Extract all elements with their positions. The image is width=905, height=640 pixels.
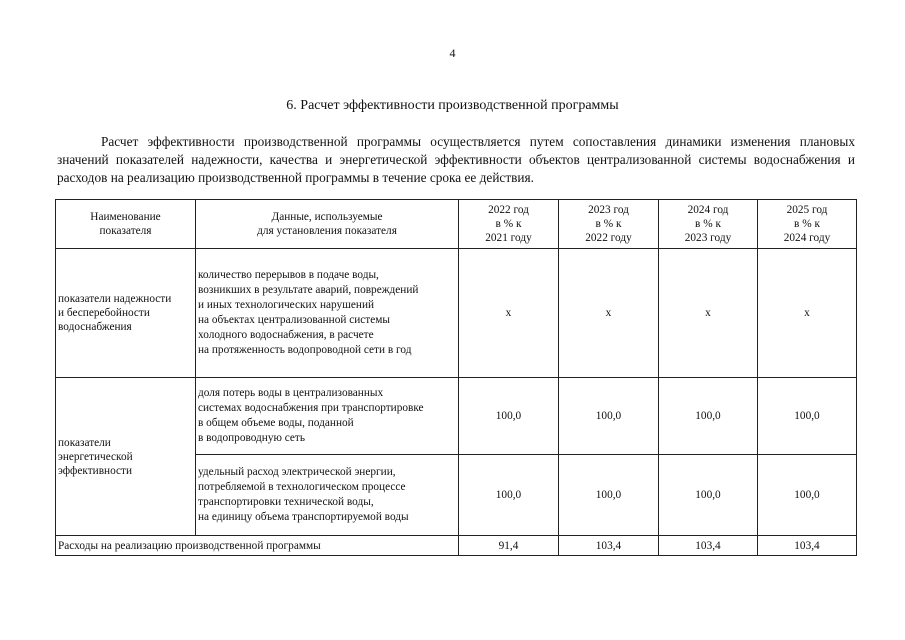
row-value: 100,0 bbox=[459, 455, 559, 536]
row-value: 100,0 bbox=[659, 378, 758, 455]
total-value: 91,4 bbox=[459, 536, 559, 556]
row-value: х bbox=[559, 249, 659, 378]
header-year-2025: 2025 год в % к 2024 году bbox=[758, 200, 857, 249]
row-value: 100,0 bbox=[559, 455, 659, 536]
group-name-energy: показатели энергетической эффективности bbox=[56, 378, 196, 536]
row-value: 100,0 bbox=[459, 378, 559, 455]
intro-paragraph: Расчет эффективности производственной программы осуществляется путем сопоставления динамики изменения плановых значений показателей надежности, качества и энергетической эффективности объектов централизованной системы водоснабжения и расходов на реализацию производственной программы в течение срока ее действия. bbox=[57, 134, 855, 185]
section-title: 6. Расчет эффективности производственной программы bbox=[286, 98, 619, 113]
header-data-used: Данные, используемые для установления показателя bbox=[196, 200, 459, 249]
page-number: 4 bbox=[449, 46, 456, 60]
indicators-table bbox=[55, 199, 857, 556]
total-value: 103,4 bbox=[559, 536, 659, 556]
row-value: 100,0 bbox=[659, 455, 758, 536]
row-value: х bbox=[758, 249, 857, 378]
header-year-2022: 2022 год в % к 2021 году bbox=[459, 200, 559, 249]
header-year-2023: 2023 год в % к 2022 году bbox=[559, 200, 659, 249]
row-data-description: удельный расход электрической энергии, потребляемой в технологическом процессе транспортировки технической воды, на единицу объема транспортируемой воды bbox=[196, 455, 459, 536]
total-label: Расходы на реализацию производственной программы bbox=[56, 536, 459, 556]
row-data-description: доля потерь воды в централизованных системах водоснабжения при транспортировке в общем объеме воды, поданной в водопроводную сеть bbox=[196, 378, 459, 455]
row-value: х bbox=[459, 249, 559, 378]
total-value: 103,4 bbox=[659, 536, 758, 556]
table-header-row bbox=[56, 200, 857, 249]
table-total-row bbox=[56, 536, 857, 556]
table-row bbox=[56, 378, 857, 455]
row-value: 100,0 bbox=[758, 455, 857, 536]
table-row bbox=[56, 249, 857, 378]
row-value: 100,0 bbox=[559, 378, 659, 455]
row-value: 100,0 bbox=[758, 378, 857, 455]
row-data-description: количество перерывов в подаче воды, возникших в результате аварий, повреждений и иных технологических нарушений на объектах централизованной системы холодного водоснабжения, в расчете на протяженность водопроводной сети в год bbox=[196, 249, 459, 378]
header-indicator-name: Наименование показателя bbox=[56, 200, 196, 249]
group-name-reliability: показатели надежности и бесперебойности водоснабжения bbox=[56, 249, 196, 378]
total-value: 103,4 bbox=[758, 536, 857, 556]
row-value: х bbox=[659, 249, 758, 378]
header-year-2024: 2024 год в % к 2023 году bbox=[659, 200, 758, 249]
